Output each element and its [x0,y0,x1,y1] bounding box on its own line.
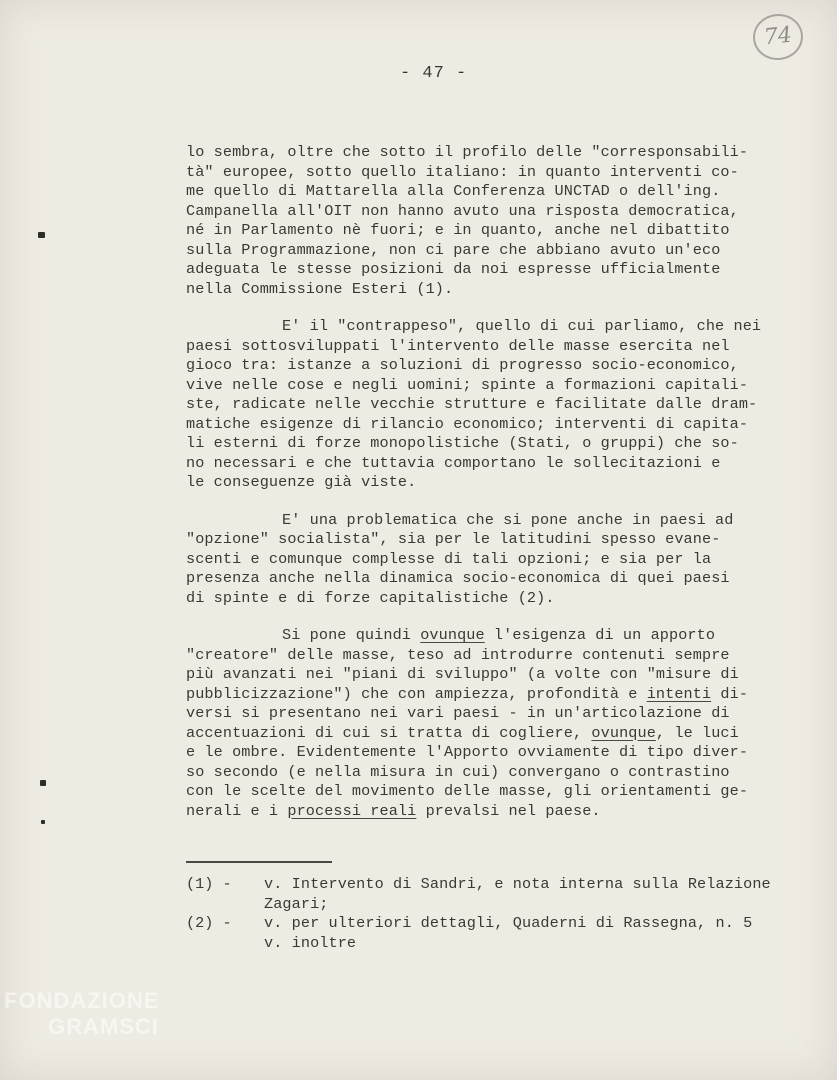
underlined-word: processi reali [287,801,417,820]
body-text [186,143,806,839]
text-line: scenti e comunque complesse di tali opzioni; e sia per la [186,549,712,568]
text-line: E' una problematica che si pone anche in paesi ad [282,510,734,529]
underlined-word: ovunque [591,723,656,742]
text-line: li esterni di forze monopolistiche (Stati, o gruppi) che so- [186,434,739,452]
text-line: pubblicizzazione") che con ampiezza, profondità e intenti di- [186,684,749,703]
paragraph-3 [186,511,806,609]
text-line: versi si presentano nei vari paesi - in un'articolazione di [186,704,730,722]
text-line: vive nelle cose e negli uomini; spinte a formazioni capitali- [186,375,749,394]
text-line: so secondo (e nella misura in cui) convergano o contrastino [186,762,730,781]
text-line: no necessari e che tuttavia comportano le sollecitazioni e [186,453,721,472]
text-line: nella Commissione Esteri (1). [186,279,454,298]
text-line: di spinte e di forze capitalistiche (2). [186,588,555,607]
text-line: presenza anche nella dinamica socio-economica di quei paesi [186,569,730,587]
text-line: lo sembra, oltre che sotto il profilo delle "corresponsabili- [186,143,749,161]
page-number: - 47 - [400,64,468,83]
paragraph-1 [186,143,806,299]
footnote-line: v. per ulteriori dettagli, Quaderni di Rassegna, n. 5 [264,914,753,932]
text-line: Campanella all'OIT non hanno avuto una risposta democratica, [186,201,739,220]
text-line: paesi sottosviluppati l'intervento delle masse esercita nel [186,336,730,355]
footnote-line: v. inoltre [264,933,357,952]
text-line: me quello di Mattarella alla Conferenza UNCTAD o dell'ing. [186,182,721,200]
text-line: E' il "contrappeso", quello di cui parliamo, che nei [282,317,762,335]
underlined-word: ovunque [420,626,485,644]
paragraph-2 [186,317,806,493]
text-line: con le scelte del movimento delle masse, gli orientamenti ge- [186,782,749,800]
text-line: adeguata le stesse posizioni da noi espresse ufficialmente [186,260,721,278]
text-line: tà" europee, sotto quello italiano: in quanto interventi co- [186,162,739,181]
text-line: le conseguenze già viste. [186,473,417,491]
text-line: Si pone quindi ovunque l'esigenza di un apporto [282,626,716,644]
footnote-separator [186,861,332,863]
text-line: nerali e i processi reali prevalsi nel paese. [186,801,601,820]
text-line: accentuazioni di cui si tratta di cogliere, ovunque, le luci [186,723,739,742]
archive-page-stamp: 74 [751,12,806,63]
text-line: sulla Programmazione, non ci pare che abbiano avuto un'eco [186,240,721,259]
footnote-line: Zagari; [264,894,329,913]
footnote-2 [186,914,806,953]
margin-mark [38,232,45,238]
text-line: gioco tra: istanze a soluzioni di progresso socio-economico, [186,356,739,374]
text-line: né in Parlamento nè fuori; e in quanto, anche nel dibattito [186,221,730,239]
watermark-logo [4,990,159,1038]
footnote-marker: (1) - [186,875,241,893]
text-line: "creatore" delle masse, teso ad introdurre contenuti sempre [186,645,730,664]
margin-mark [41,820,45,824]
footnote-1 [186,875,806,914]
underlined-word: intenti [646,684,712,703]
margin-mark [40,780,46,786]
footnote-marker: (2) - [186,914,241,932]
footnote-line: v. Intervento di Sandri, e nota interna sulla Relazione [264,875,771,893]
text-line: "opzione" socialista", sia per le latitudini spesso evane- [186,530,721,548]
text-line: matiche esigenze di rilancio economico; interventi di capita- [186,414,749,433]
footnotes [186,875,806,953]
text-line: e le ombre. Evidentemente l'Apporto ovviamente di tipo diver- [186,743,749,761]
text-line: ste, radicate nelle vecchie strutture e facilitate dalle dram- [186,395,758,413]
text-line: più avanzati nei "piani di sviluppo" (a volte con "misure di [186,665,739,683]
paragraph-4 [186,626,806,821]
watermark-line: FONDAZIONE [4,988,160,1013]
watermark-line: GRAMSCI [48,1014,159,1039]
